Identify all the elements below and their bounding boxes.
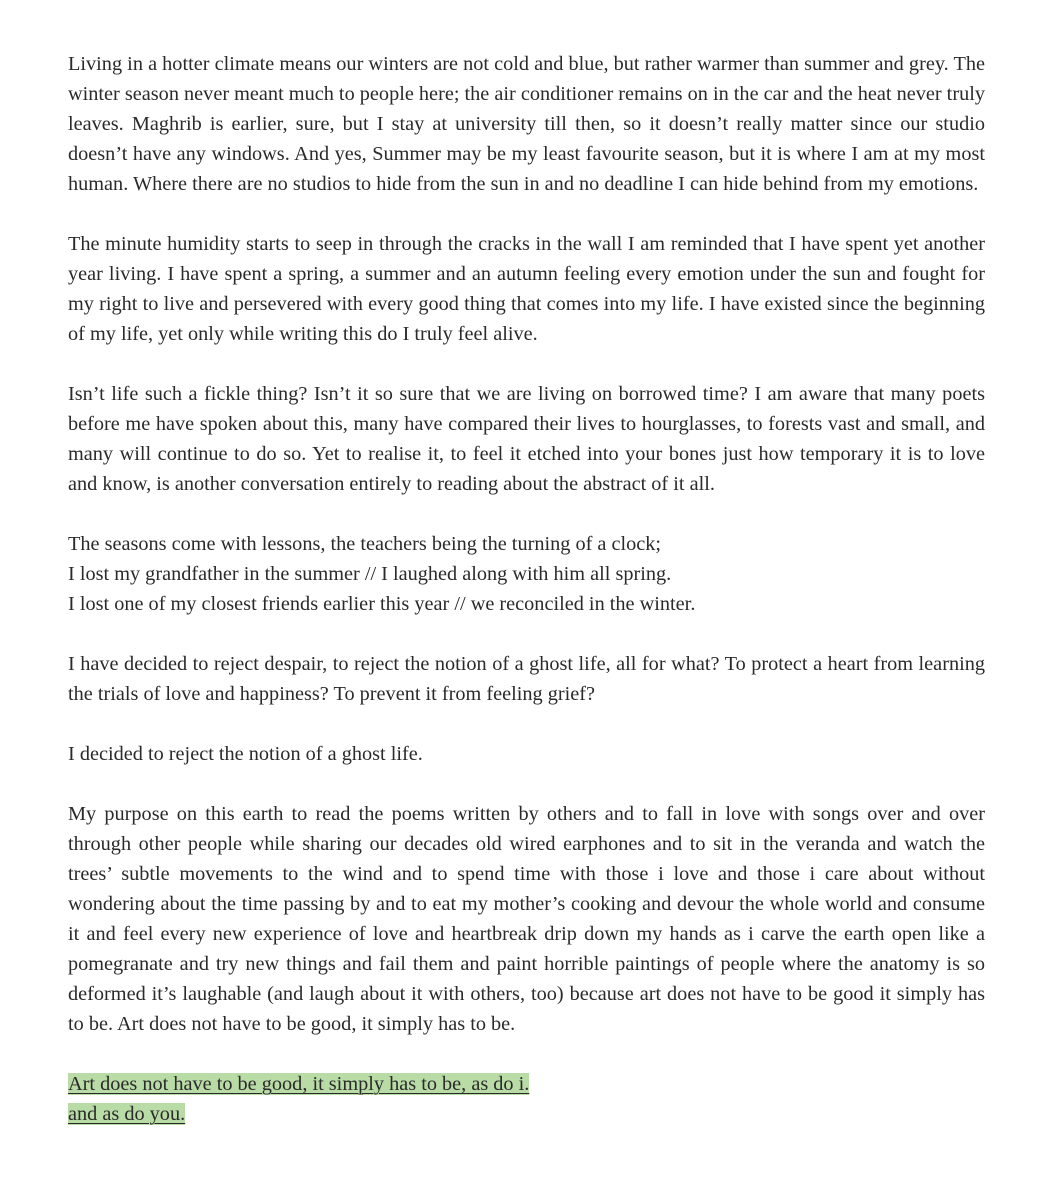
stanza-seasons bbox=[68, 529, 985, 619]
highlighted-closing bbox=[68, 1069, 985, 1129]
stanza-line: The seasons come with lessons, the teachers being the turning of a clock; bbox=[68, 533, 662, 555]
paragraph-decision: I decided to reject the notion of a ghost life. bbox=[68, 743, 423, 765]
paragraph-fickle-life: Isn’t life such a fickle thing? Isn’t it so sure that we are living on borrowed time? I am aware that many poets before me have spoken about this, many have compared their lives to hourglasses, to forests vast and small, and many will continue to do so. Yet to realise it, to feel it etched into your bones just how temporary it is to love and know, is another conversation entirely to reading about the abstract of it all. bbox=[68, 383, 985, 495]
highlighted-line: and as do you. bbox=[68, 1103, 186, 1125]
paragraph-purpose: My purpose on this earth to read the poems written by others and to fall in love with songs over and over through other people while sharing our decades old wired earphones and to sit in the veranda and watch the trees’ subtle movements to the wind and to spend time with those i love and those i care about without wondering about the time passing by and to eat my mother’s cooking and devour the whole world and consume it and feel every new experience of love and heartbreak drip down my hands as i carve the earth open like a pomegranate and try new things and fail them and paint horrible paintings of people where the anatomy is so deformed it’s laughable (and laugh about it with others, too) because art does not have to be good it simply has to be. Art does not have to be good, it simply has to be. bbox=[68, 803, 985, 1035]
paragraph-reject-despair: I have decided to reject despair, to reject the notion of a ghost life, all for what? To protect a heart from learning the trials of love and happiness? To prevent it from feeling grief? bbox=[68, 653, 985, 705]
stanza-line: I lost my grandfather in the summer // I laughed along with him all spring. bbox=[68, 563, 672, 585]
stanza-line: I lost one of my closest friends earlier this year // we reconciled in the winter. bbox=[68, 593, 696, 615]
paragraph-humidity: The minute humidity starts to seep in through the cracks in the wall I am reminded that I have spent yet another year living. I have spent a spring, a summer and an autumn feeling every emotion under the sun and fought for my right to live and persevered with every good thing that comes into my life. I have existed since the beginning of my life, yet only while writing this do I truly feel alive. bbox=[68, 233, 985, 345]
highlighted-line: Art does not have to be good, it simply has to be, as do i. bbox=[68, 1073, 530, 1095]
document-page bbox=[68, 49, 985, 1129]
paragraph-winter-climate: Living in a hotter climate means our winters are not cold and blue, but rather warmer than summer and grey. The winter season never meant much to people here; the air conditioner remains on in the car and the heat never truly leaves. Maghrib is earlier, sure, but I stay at university till then, so it doesn’t really matter since our studio doesn’t have any windows. And yes, Summer may be my least favourite season, but it is where I am at my most human. Where there are no studios to hide from the sun in and no deadline I can hide behind from my emotions. bbox=[68, 53, 985, 195]
